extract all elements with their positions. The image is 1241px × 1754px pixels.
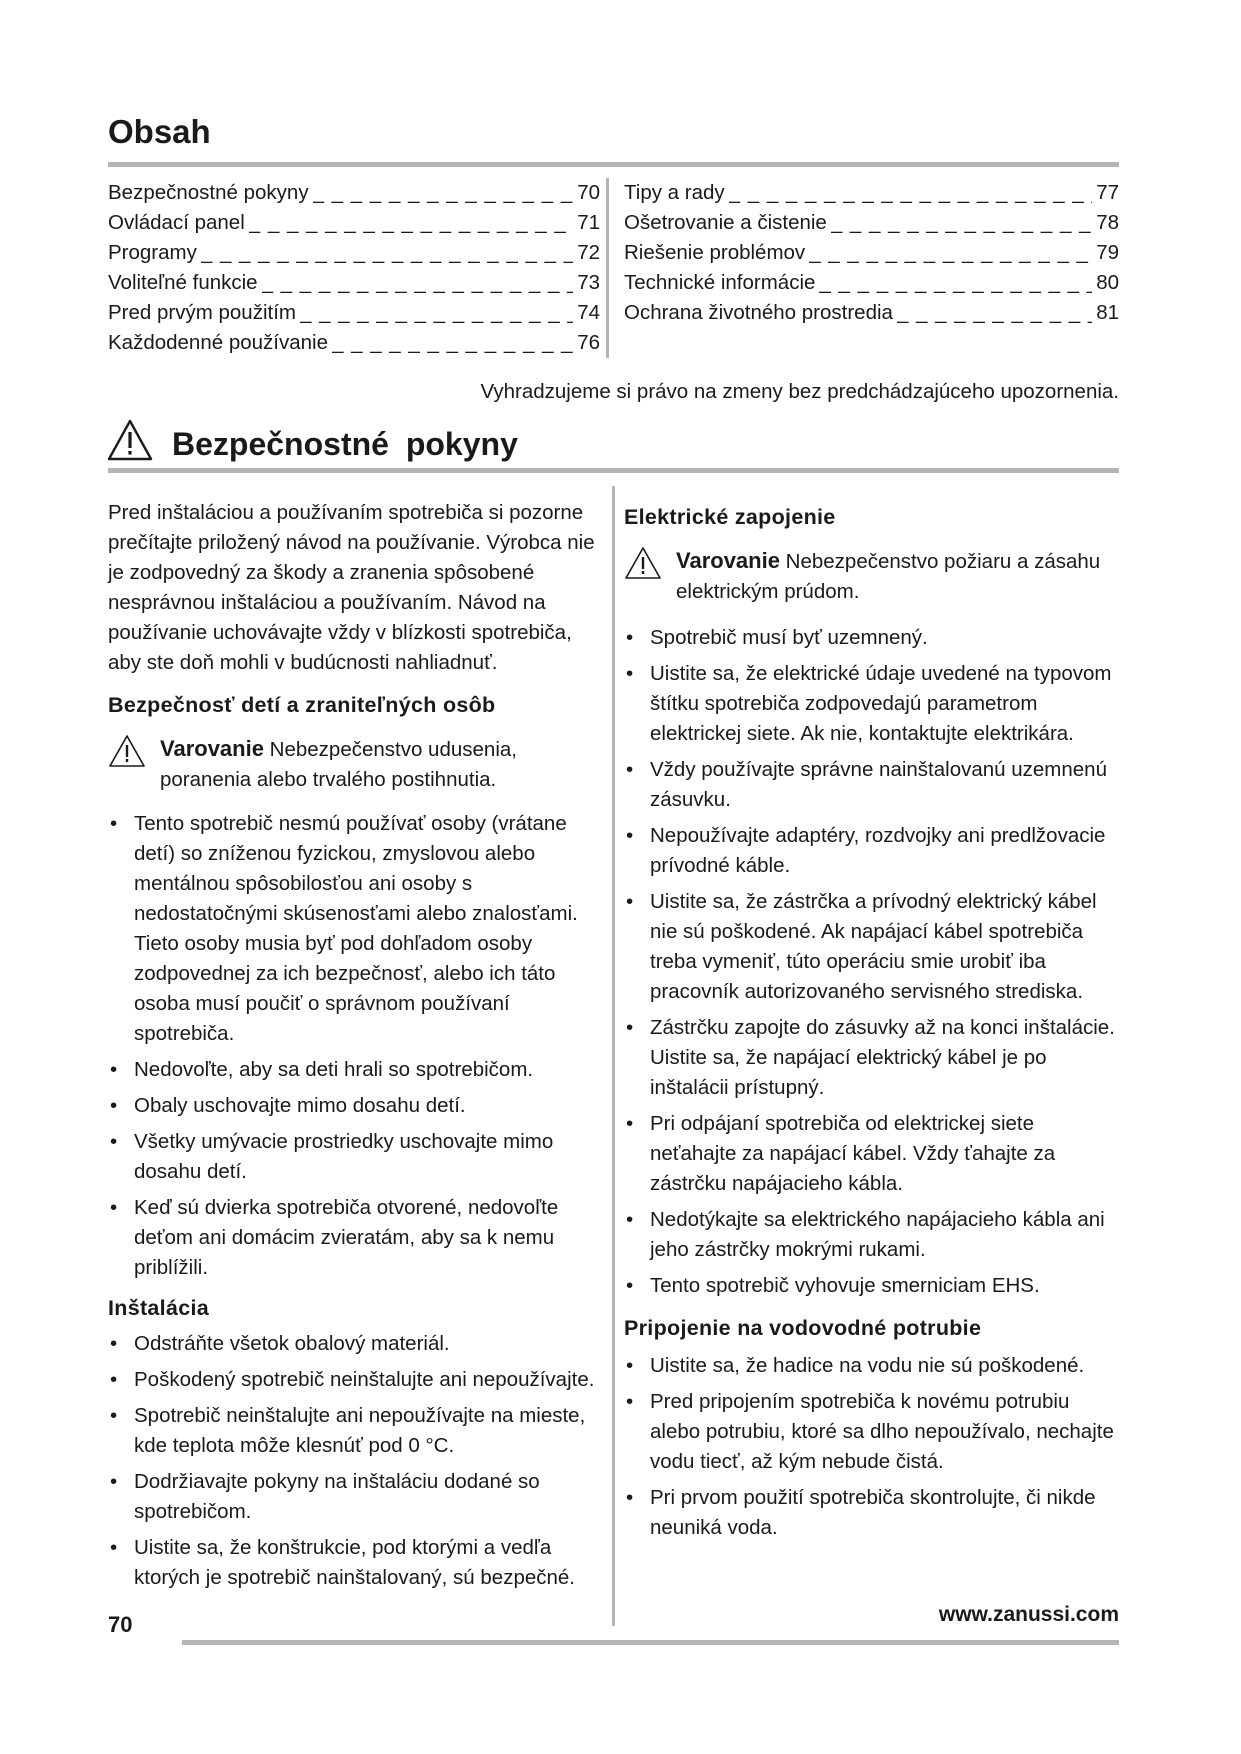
- toc-entry-label: Tipy a rady: [624, 181, 725, 204]
- toc-entry-label: Pred prvým použitím: [108, 301, 296, 324]
- column-divider: [612, 486, 615, 1626]
- toc-entry-page: 80: [1096, 271, 1119, 294]
- warning-label: Varovanie: [676, 548, 780, 573]
- intro-paragraph: Pred inštaláciou a používaním spotrebiča si pozorne prečítajte priložený návod na používanie. Výrobca nie je zodpovedný za škody a zranenia spôsobené nesprávnou inštaláciou a používaním. Návod na používanie uchovávajte vždy v blízkosti spotrebiča, aby ste doň mohli v budúcnosti nahliadnuť.: [108, 501, 595, 674]
- toc-entry[interactable]: [624, 268, 1119, 298]
- list-item: • Odstráňte všetok obalový materiál.: [108, 1329, 600, 1359]
- toc-entry-label: Ovládací panel: [108, 211, 245, 234]
- change-notice: Vyhradzujeme si právo na zmeny bez predchádzajúceho upozornenia.: [480, 380, 1119, 403]
- electrical-heading: Elektrické zapojenie: [624, 505, 836, 529]
- warning-text: Nebezpečenstvo požiaru a zásahu elektrickým prúdom.: [676, 550, 1101, 603]
- list-item: • Obaly uschovajte mimo dosahu detí.: [108, 1091, 600, 1121]
- page-number: 70: [108, 1612, 133, 1637]
- section-title: Bezpečnostné pokyny: [172, 426, 518, 462]
- toc-entry[interactable]: [108, 238, 600, 268]
- toc-entry-label: Voliteľné funkcie: [108, 271, 258, 294]
- website-link[interactable]: www.zanussi.com: [938, 1603, 1119, 1626]
- list-item: • Nedotýkajte sa elektrického napájacieho kábla ani jeho zástrčky mokrými rukami.: [624, 1205, 1119, 1265]
- toc-entry-label: Technické informácie: [624, 271, 816, 294]
- installation-heading: Inštalácia: [108, 1296, 209, 1320]
- toc-entry[interactable]: [108, 328, 600, 358]
- list-item: • Keď sú dvierka spotrebiča otvorené, nedovoľte deťom ani domácim zvieratám, aby sa k nemu priblížili.: [108, 1193, 600, 1283]
- list-item: • Pri odpájaní spotrebiča od elektrickej siete neťahajte za napájací kábel. Vždy ťahajte za zástrčku napájacieho kábla.: [624, 1109, 1119, 1199]
- toc-entry[interactable]: [108, 208, 600, 238]
- toc-entry[interactable]: [108, 298, 600, 328]
- list-item: • Všetky umývacie prostriedky uschovajte mimo dosahu detí.: [108, 1127, 600, 1187]
- toc-right-column: [624, 178, 1119, 328]
- installation-list: [108, 1329, 600, 1593]
- toc-entry[interactable]: [624, 208, 1119, 238]
- toc-entry-page: 78: [1096, 211, 1119, 234]
- list-item: • Uistite sa, že zástrčka a prívodný elektrický kábel nie sú poškodené. Ak napájací kábel spotrebiča treba vymeniť, túto operáciu smie urobiť iba pracovník autorizovaného servisného strediska.: [624, 887, 1119, 1007]
- water-heading: Pripojenie na vodovodné potrubie: [624, 1316, 982, 1340]
- toc-entry-label: Každodenné používanie: [108, 331, 328, 354]
- toc-entry-page: 70: [577, 181, 600, 204]
- toc-title-rule: [108, 162, 1119, 167]
- toc-entry-page: 72: [577, 241, 600, 264]
- list-item: • Pri prvom použití spotrebiča skontrolujte, či nikde neuniká voda.: [624, 1483, 1119, 1543]
- children-list: [108, 809, 600, 1283]
- list-item: • Uistite sa, že hadice na vodu nie sú poškodené.: [624, 1351, 1119, 1381]
- toc-entry-label: Programy: [108, 241, 197, 264]
- section-title-rule: [108, 468, 1119, 473]
- list-item: • Vždy používajte správne nainštalovanú uzemnenú zásuvku.: [624, 755, 1119, 815]
- list-item: • Nepoužívajte adaptéry, rozdvojky ani predlžovacie prívodné káble.: [624, 821, 1119, 881]
- toc-entry[interactable]: [624, 238, 1119, 268]
- footer-rule: [182, 1640, 1119, 1645]
- children-heading: Bezpečnosť detí a zraniteľných osôb: [108, 693, 496, 717]
- warning-triangle-icon: [106, 418, 154, 467]
- list-item: • Spotrebič neinštalujte ani nepoužívajte na mieste, kde teplota môže klesnúť pod 0 °C.: [108, 1401, 600, 1461]
- toc-entry-page: 79: [1096, 241, 1119, 264]
- list-item: • Tento spotrebič vyhovuje smerniciam EHS.: [624, 1271, 1119, 1301]
- toc-entry-label: Ochrana životného prostredia: [624, 301, 893, 324]
- toc-entry[interactable]: [108, 178, 600, 208]
- toc-entry-page: 73: [577, 271, 600, 294]
- list-item: • Tento spotrebič nesmú používať osoby (vrátane detí) so zníženou fyzickou, zmyslovou alebo mentálnou spôsobilosťou ani osoby s nedostatočnými skúsenosťami alebo znalosťami. Tieto osoby musia byť pod dohľadom osoby zodpovednej za ich bezpečnosť, alebo ich táto osoba musí poučiť o správnom používaní spotrebiča.: [108, 809, 600, 1049]
- warning-triangle-icon: [108, 734, 160, 777]
- toc-entry-page: 76: [577, 331, 600, 354]
- toc-entry-label: Ošetrovanie a čistenie: [624, 211, 827, 234]
- warning-triangle-icon: [624, 546, 676, 589]
- list-item: • Uistite sa, že konštrukcie, pod ktorými a vedľa ktorých je spotrebič nainštalovaný, sú bezpečné.: [108, 1533, 600, 1593]
- toc-entry-label: Riešenie problémov: [624, 241, 806, 264]
- list-item: • Zástrčku zapojte do zásuvky až na konci inštalácie. Uistite sa, že napájací elektrický kábel je po inštalácii prístupný.: [624, 1013, 1119, 1103]
- water-list: [624, 1351, 1119, 1543]
- toc-entry[interactable]: [624, 298, 1119, 328]
- toc-entry-page: 74: [577, 301, 600, 324]
- left-column: [108, 498, 600, 1593]
- list-item: • Uistite sa, že elektrické údaje uvedené na typovom štítku spotrebiča zodpovedajú parametrom elektrickej siete. Ak nie, kontaktujte elektrikára.: [624, 659, 1119, 749]
- warning-text: Nebezpečenstvo udusenia, poranenia alebo trvalého postihnutia.: [160, 738, 517, 791]
- toc-entry-label: Bezpečnostné pokyny: [108, 181, 309, 204]
- list-item: • Poškodený spotrebič neinštalujte ani nepoužívajte.: [108, 1365, 600, 1395]
- list-item: • Nedovoľte, aby sa deti hrali so spotrebičom.: [108, 1055, 600, 1085]
- toc-column-divider: [606, 178, 609, 358]
- children-warning: [108, 734, 600, 795]
- warning-label: Varovanie: [160, 736, 264, 761]
- right-column: [624, 502, 1119, 1543]
- electrical-list: [624, 623, 1119, 1301]
- toc-entry-page: 77: [1096, 181, 1119, 204]
- toc-entry-page: 71: [577, 211, 600, 234]
- toc-entry[interactable]: [108, 268, 600, 298]
- list-item: • Spotrebič musí byť uzemnený.: [624, 623, 1119, 653]
- electrical-warning: [624, 546, 1119, 607]
- toc-entry[interactable]: [624, 178, 1119, 208]
- toc-title: Obsah: [108, 113, 211, 150]
- list-item: • Pred pripojením spotrebiča k novému potrubiu alebo potrubiu, ktoré sa dlho nepoužívalo, nechajte vodu tiecť, až kým nebude čistá.: [624, 1387, 1119, 1477]
- toc-entry-page: 81: [1096, 301, 1119, 324]
- toc-left-column: [108, 178, 600, 358]
- list-item: • Dodržiavajte pokyny na inštaláciu dodané so spotrebičom.: [108, 1467, 600, 1527]
